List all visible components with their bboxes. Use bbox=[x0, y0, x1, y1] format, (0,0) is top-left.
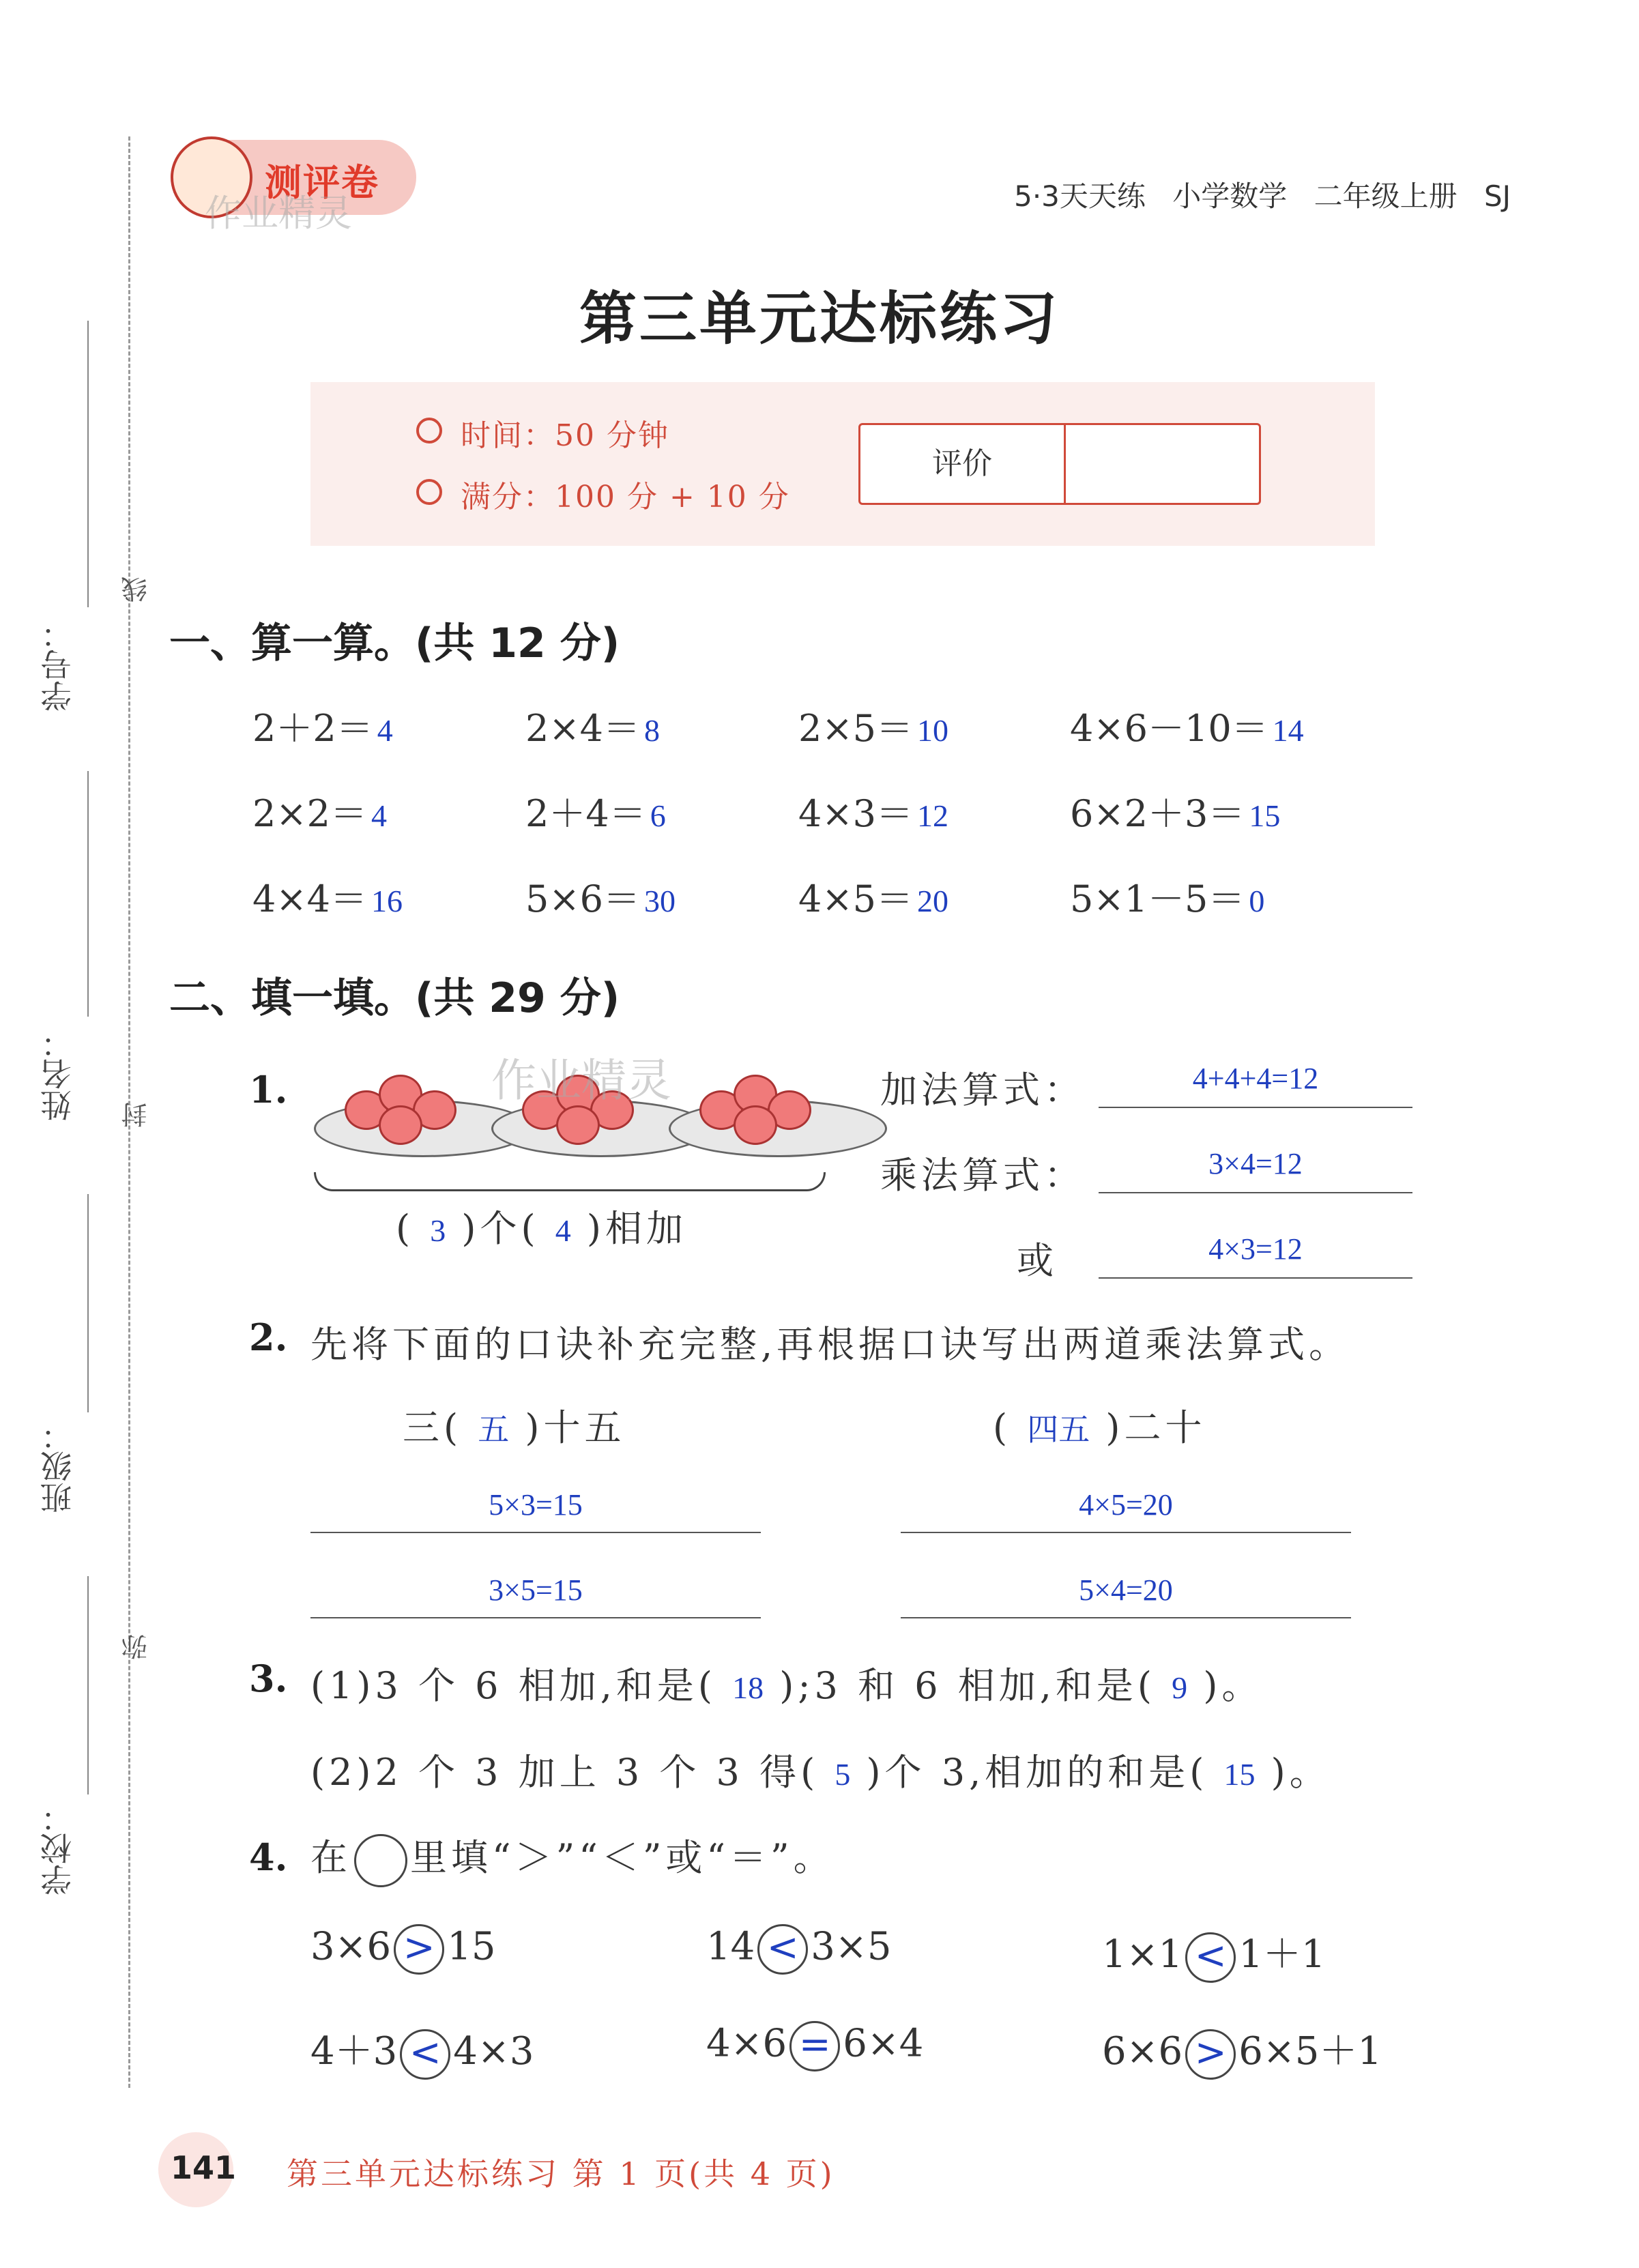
calc-item: 2＋4＝ 6 bbox=[525, 792, 666, 835]
add-answer-line[interactable] bbox=[1099, 1107, 1412, 1108]
compare-circle[interactable]: < bbox=[1185, 1932, 1236, 1983]
cut-mark-seal: 封 bbox=[121, 1102, 151, 1128]
compare-circle[interactable]: < bbox=[400, 2029, 450, 2080]
left-eq-2: 3×5=15 bbox=[489, 1573, 583, 1607]
time-limit: 时间：50 分钟 bbox=[461, 418, 669, 453]
or-label: 或 bbox=[1017, 1239, 1058, 1282]
page-number: 141 bbox=[171, 2149, 237, 2186]
school-label: 学校： bbox=[40, 1801, 76, 1895]
badge-label: 测评卷 bbox=[265, 161, 379, 204]
question-3-number: 3. bbox=[249, 1657, 288, 1700]
compare-item: 6×6 > 6×5＋1 bbox=[1102, 2021, 1382, 2080]
apple-icon bbox=[556, 1105, 600, 1145]
calc-item: 4×4＝ 16 bbox=[252, 877, 403, 920]
question-4-text: 在 里填“＞”“＜”或“＝”。 bbox=[310, 1829, 835, 1887]
name-field-line[interactable] bbox=[87, 771, 89, 1017]
compare-circle[interactable]: > bbox=[394, 1924, 444, 1975]
calc-item: 2×5＝ 10 bbox=[798, 707, 948, 750]
number-field-line[interactable] bbox=[87, 321, 89, 607]
right-eq-line-2[interactable] bbox=[901, 1617, 1351, 1618]
compare-item: 4×6 = 6×4 bbox=[706, 2021, 923, 2071]
question-1-number: 1. bbox=[249, 1068, 288, 1111]
add-label: 加法算式： bbox=[880, 1068, 1085, 1111]
right-eq-1: 4×5=20 bbox=[1079, 1488, 1173, 1522]
evaluation-box[interactable] bbox=[858, 423, 1261, 505]
left-eq-line-2[interactable] bbox=[310, 1617, 761, 1618]
compare-circle[interactable]: < bbox=[757, 1924, 808, 1975]
book-info: 5·3天天练 小学数学 二年级上册 SJ bbox=[1014, 179, 1511, 213]
brace-icon bbox=[314, 1172, 826, 1191]
left-eq-1: 5×3=15 bbox=[489, 1488, 583, 1522]
calc-item: 2＋2＝ 4 bbox=[252, 707, 393, 750]
school-field-line[interactable] bbox=[87, 1576, 89, 1794]
compare-item: 4＋3 < 4×3 bbox=[310, 2021, 534, 2080]
question-2-number: 2. bbox=[249, 1315, 288, 1359]
compare-circle[interactable]: > bbox=[1185, 2029, 1236, 2080]
mul-answer-line-2[interactable] bbox=[1099, 1277, 1412, 1279]
section1-title: 一、算一算。(共 12 分) bbox=[169, 620, 620, 667]
mul-answer-2: 4×3=12 bbox=[1208, 1232, 1303, 1266]
class-field-line[interactable] bbox=[87, 1194, 89, 1412]
question-3-line-1: (1)3 个 6 相加,和是( 18 );3 和 6 相加,和是( 9 )。 bbox=[310, 1664, 1263, 1707]
apple-icon bbox=[379, 1105, 422, 1145]
cut-mark-mi: 弥 bbox=[121, 1634, 151, 1660]
clock-icon bbox=[416, 418, 442, 444]
compare-item: 3×6 > 15 bbox=[310, 1924, 495, 1975]
calc-item: 6×2＋3＝ 15 bbox=[1070, 792, 1281, 835]
calc-item: 2×4＝ 8 bbox=[525, 707, 660, 750]
mul-answer-line-1[interactable] bbox=[1099, 1192, 1412, 1193]
calc-item: 4×3＝ 12 bbox=[798, 792, 948, 835]
right-eq-2: 5×4=20 bbox=[1079, 1573, 1173, 1607]
section2-title: 二、填一填。(共 29 分) bbox=[169, 974, 620, 1022]
page-title: 第三单元达标练习 bbox=[579, 285, 1060, 352]
calc-item: 4×6－10＝ 14 bbox=[1070, 707, 1304, 750]
mul-label: 乘法算式： bbox=[880, 1154, 1085, 1197]
mul-answer-1: 3×4=12 bbox=[1208, 1147, 1303, 1180]
name-label: 姓名： bbox=[40, 1027, 76, 1121]
calc-item: 5×1－5＝ 0 bbox=[1070, 877, 1265, 920]
cut-mark-line: 线 bbox=[121, 577, 151, 602]
full-score: 满分：100 分 + 10 分 bbox=[461, 480, 790, 514]
rhyme-left: 三( 五 )十五 bbox=[403, 1406, 626, 1449]
add-answer: 4+4+4=12 bbox=[1192, 1062, 1319, 1095]
compare-item: 14 < 3×5 bbox=[706, 1924, 891, 1975]
left-eq-line-1[interactable] bbox=[310, 1532, 761, 1533]
number-label: 学号： bbox=[40, 617, 76, 712]
calc-item: 2×2＝ 4 bbox=[252, 792, 387, 835]
calc-item: 5×6＝ 30 bbox=[525, 877, 676, 920]
group-description: ( 3 )个( 4 )相加 bbox=[396, 1207, 687, 1250]
check-icon bbox=[416, 479, 442, 505]
right-eq-line-1[interactable] bbox=[901, 1532, 1351, 1533]
question-2-text: 先将下面的口诀补充完整,再根据口诀写出两道乘法算式。 bbox=[310, 1323, 1350, 1366]
evaluation-label: 评价 bbox=[860, 425, 1066, 503]
watermark-text: 作业精灵 bbox=[205, 192, 352, 235]
compare-circle[interactable]: = bbox=[789, 2021, 840, 2071]
question-4-number: 4. bbox=[249, 1835, 288, 1879]
calc-item: 4×5＝ 20 bbox=[798, 877, 948, 920]
class-label: 班级： bbox=[40, 1419, 76, 1513]
apple-icon bbox=[734, 1105, 777, 1145]
watermark-text: 作业精灵 bbox=[491, 1054, 671, 1107]
rhyme-right: ( 四五 )二十 bbox=[993, 1406, 1206, 1449]
question-3-line-2: (2)2 个 3 加上 3 个 3 得( 5 )个 3,相加的和是( 15 )。 bbox=[310, 1751, 1331, 1794]
footer-text: 第三单元达标练习 第 1 页(共 4 页) bbox=[287, 2155, 835, 2192]
empty-circle-icon bbox=[354, 1834, 407, 1887]
compare-item: 1×1 < 1＋1 bbox=[1102, 1924, 1325, 1983]
